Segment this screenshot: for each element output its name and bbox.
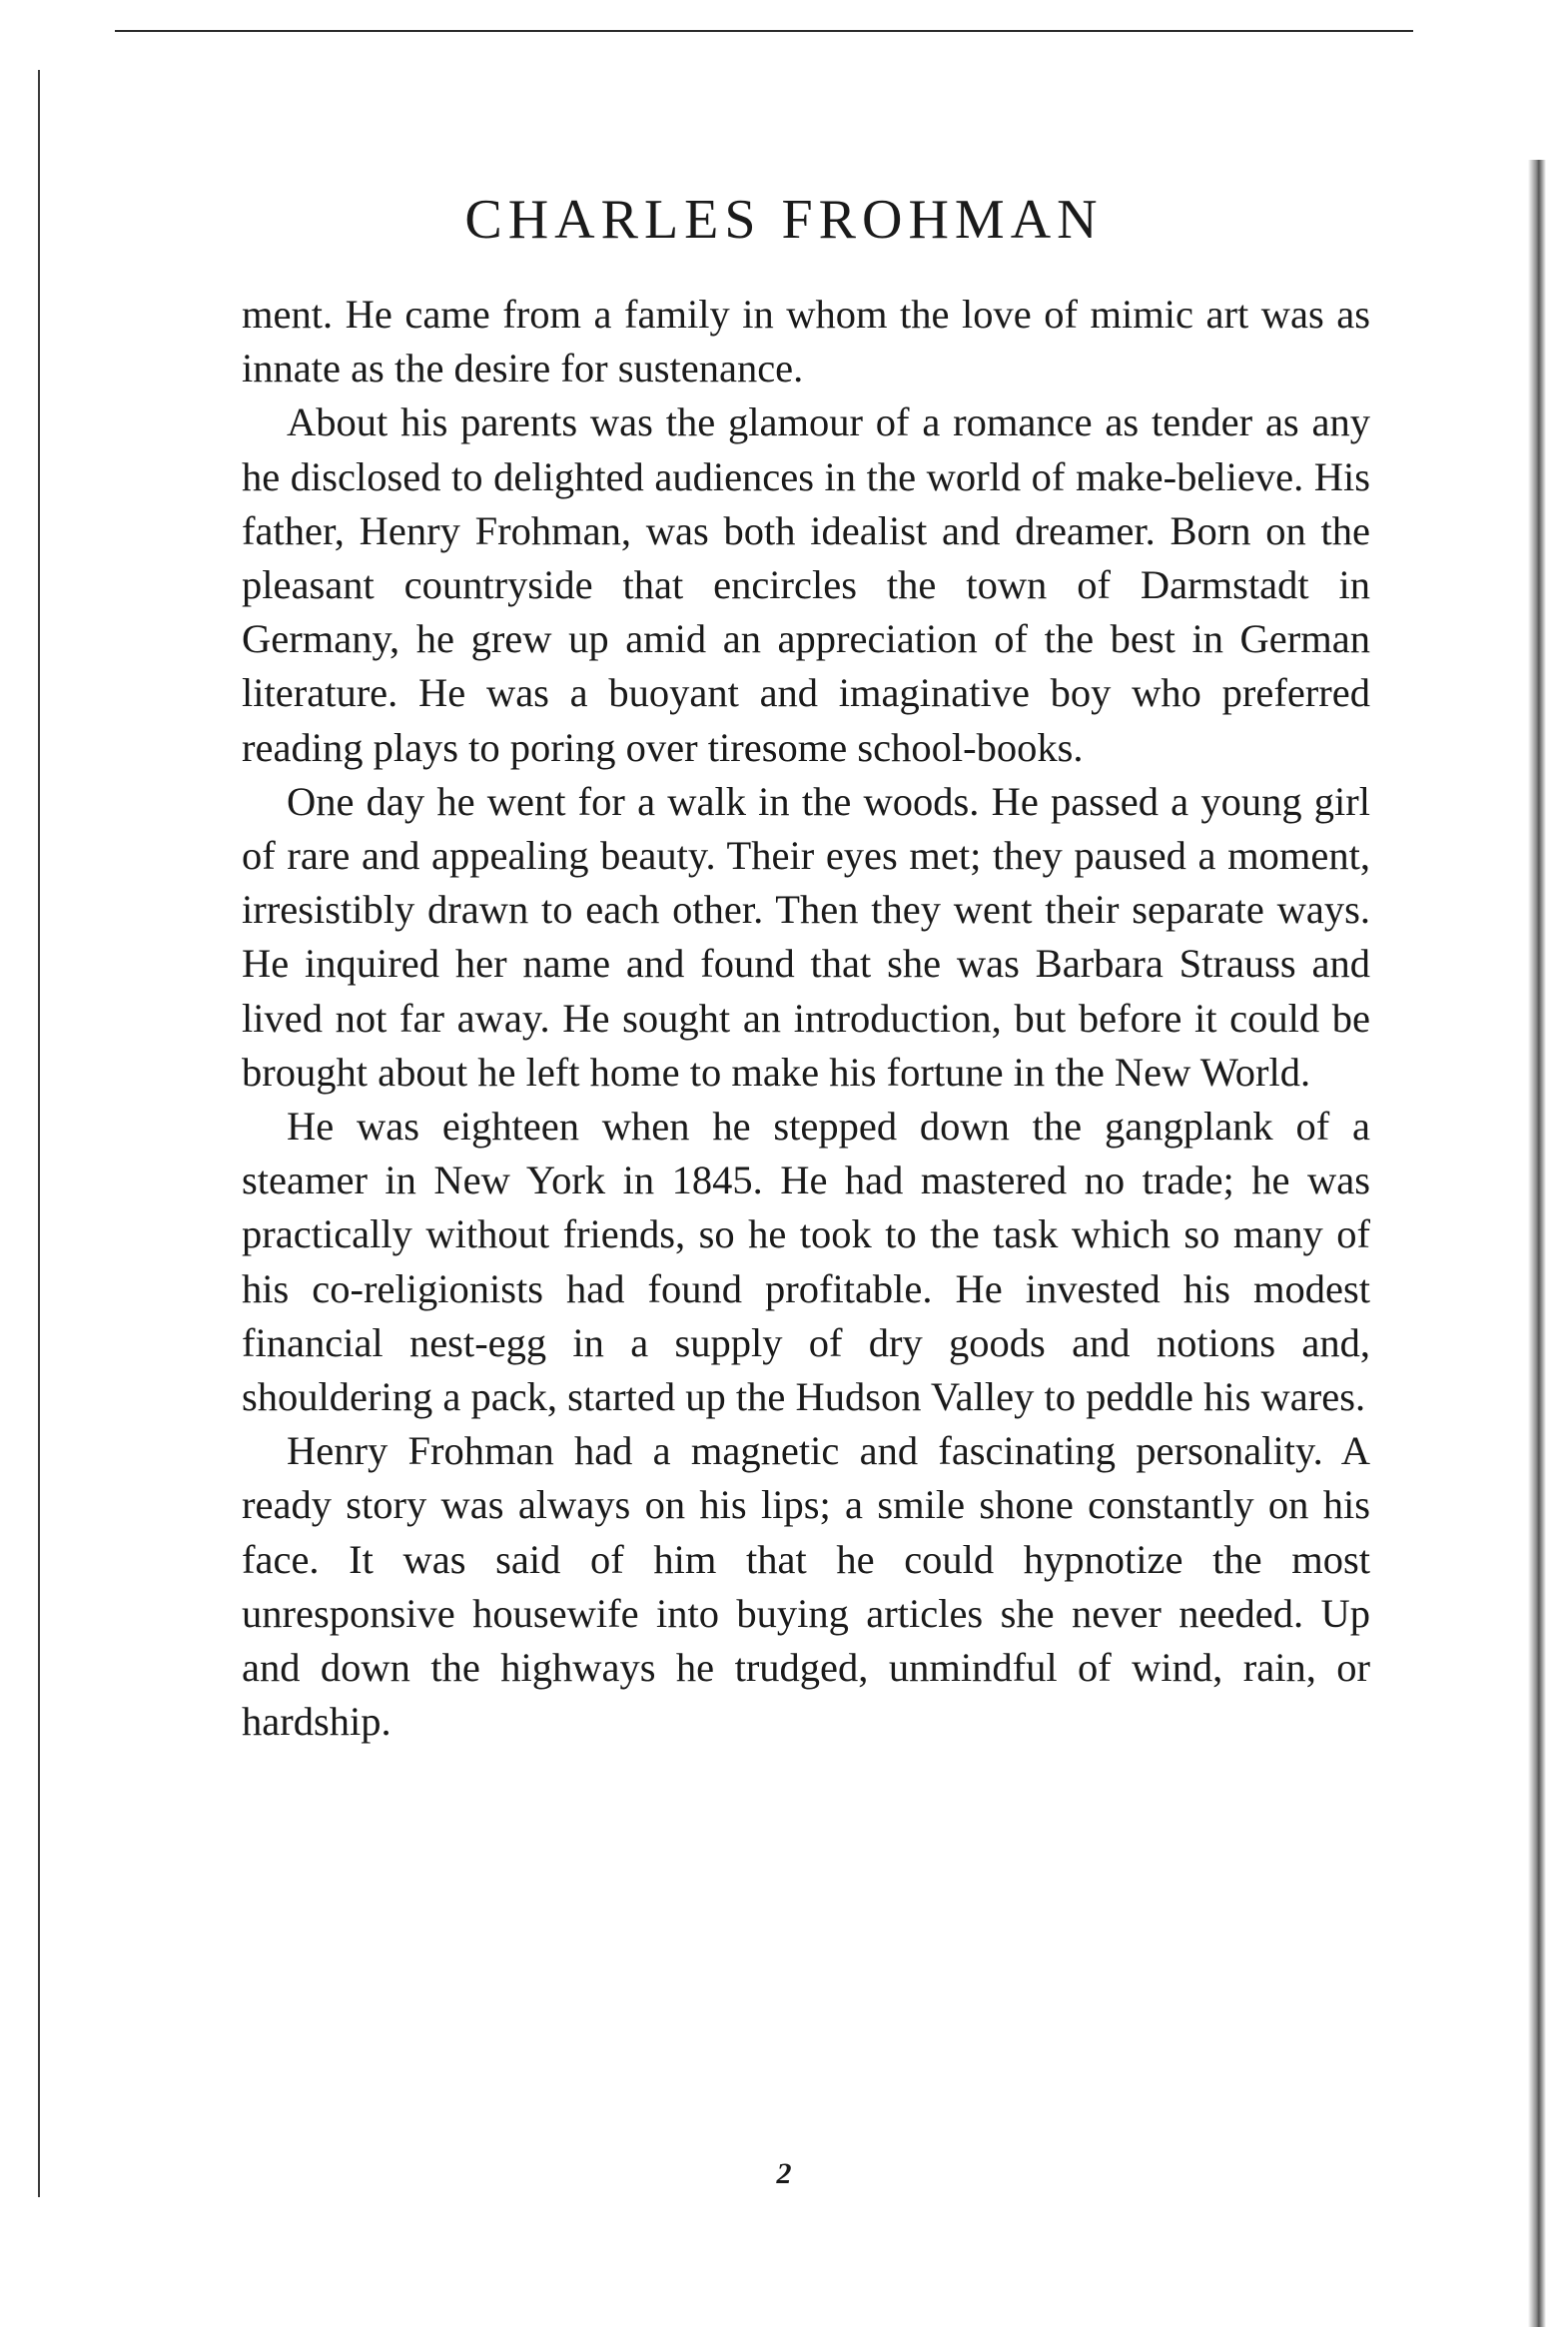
scan-top-rule [115, 30, 1413, 32]
paragraph-2: About his parents was the glamour of a romance as tender as any he disclosed to delighted audiences in the world of make-believe. His father, Henry Frohman, was both idealist and dreamer. Born on the pleasant countryside that encircles the town of Darmstadt in Germany, he grew up amid an appreciation of the best in German literature. He was a buoyant and imaginative boy who preferred reading plays to poring over tiresome school-books. [242, 399, 1370, 770]
paragraph-5: Henry Frohman had a magnetic and fascinating personality. A ready story was always on his lips; a smile shone constantly on his face. It was said of him that he could hypnotize the most unresponsive housewife into buying articles she never needed. Up and down the highways he trudged, unmindful of wind, rain, or hardship. [242, 1428, 1370, 1745]
body-text [242, 288, 1370, 1749]
paragraph-3: One day he went for a walk in the woods. He passed a young girl of rare and appealing beauty. Their eyes met; they paused a moment, irresistibly drawn to each other. Then they went their separate ways. He inquired her name and found that she was Barbara Strauss and lived not far away. He sought an introduction, but before it could be brought about he left home to make his fortune in the New World. [242, 778, 1370, 1095]
paragraph-4: He was eighteen when he stepped down the gangplank of a steamer in New York in 1845. He had mastered no trade; he was practically without friends, so he took to the task which so many of his co-religionists had found profitable. He invested his modest financial nest-egg in a supply of dry goods and notions and, shouldering a pack, started up the Hudson Valley to peddle his wares. [242, 1104, 1370, 1420]
page-number: 2 [776, 2157, 792, 2190]
scan-left-edge [38, 70, 40, 2197]
running-head: CHARLES FROHMAN [464, 189, 1104, 251]
scan-right-edge-shadow [1528, 160, 1546, 2327]
paragraph-1: ment. He came from a family in whom the love of mimic art was as innate as the desire for sustenance. [242, 292, 1370, 391]
